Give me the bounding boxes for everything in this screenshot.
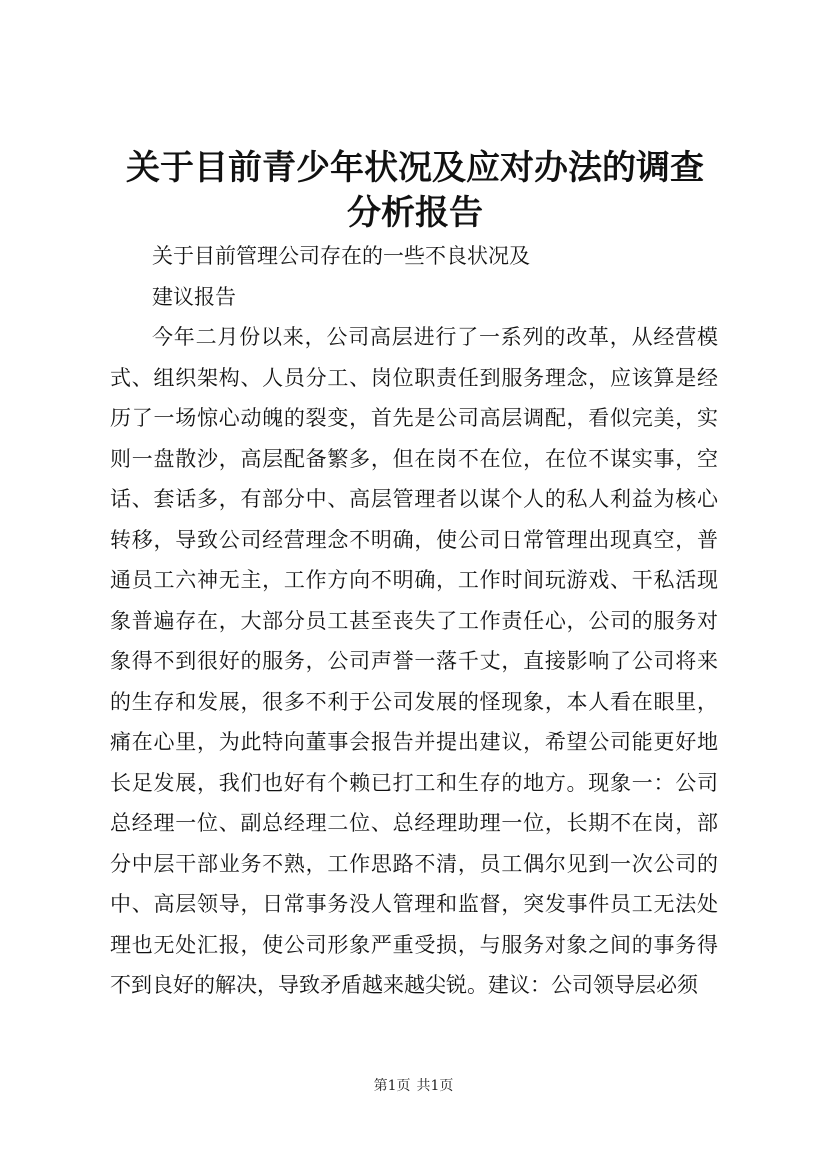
page-total: 共1页 xyxy=(416,1078,454,1094)
subtitle-line-2: 建议报告 xyxy=(152,284,236,309)
document-body xyxy=(110,236,718,1006)
document-title: 关于目前青少年状况及应对办法的调查分析报告 xyxy=(126,148,704,233)
body-paragraph: 今年二月份以来，公司高层进行了一系列的改革，从经营模式、组织架构、人员分工、岗位职责任到服务理念，应该算是经历了一场惊心动魄的裂变，首先是公司高层调配，看似完美，实则一盘散沙，高层配备繁多，但在岗不在位，在位不谋实事，空话、套话多，有部分中、高层管理者以谋个人的私人利益为核心转移，导致公司经营理念不明确，使公司日常管理出现真空，普通员工六神无主，工作方向不明确，工作时间玩游戏、干私活现象普遍存在，大部分员工甚至丧失了工作责任心，公司的服务对象得不到很好的服务，公司声誉一落千丈，直接影响了公司将来的生存和发展，很多不利于公司发展的怪现象，本人看在眼里，痛在心里，为此特向董事会报告并提出建议，希望公司能更好地长足发展，我们也好有个赖已打工和生存的地方。现象一：公司总经理一位、副总经理二位、总经理助理一位，长期不在岗，部分中层干部业务不熟，工作思路不清，员工偶尔见到一次公司的中、高层领导，日常事务没人管理和监督，突发事件员工无法处理也无处汇报，使公司形象严重受损，与服务对象之间的事务得不到良好的解决，导致矛盾越来越尖锐。建议：公司领导层必须 xyxy=(110,325,718,997)
page-footer xyxy=(0,1076,827,1096)
page-number: 第1页 xyxy=(373,1078,411,1094)
subtitle-line-1: 关于目前管理公司存在的一些不良状况及 xyxy=(152,244,530,268)
